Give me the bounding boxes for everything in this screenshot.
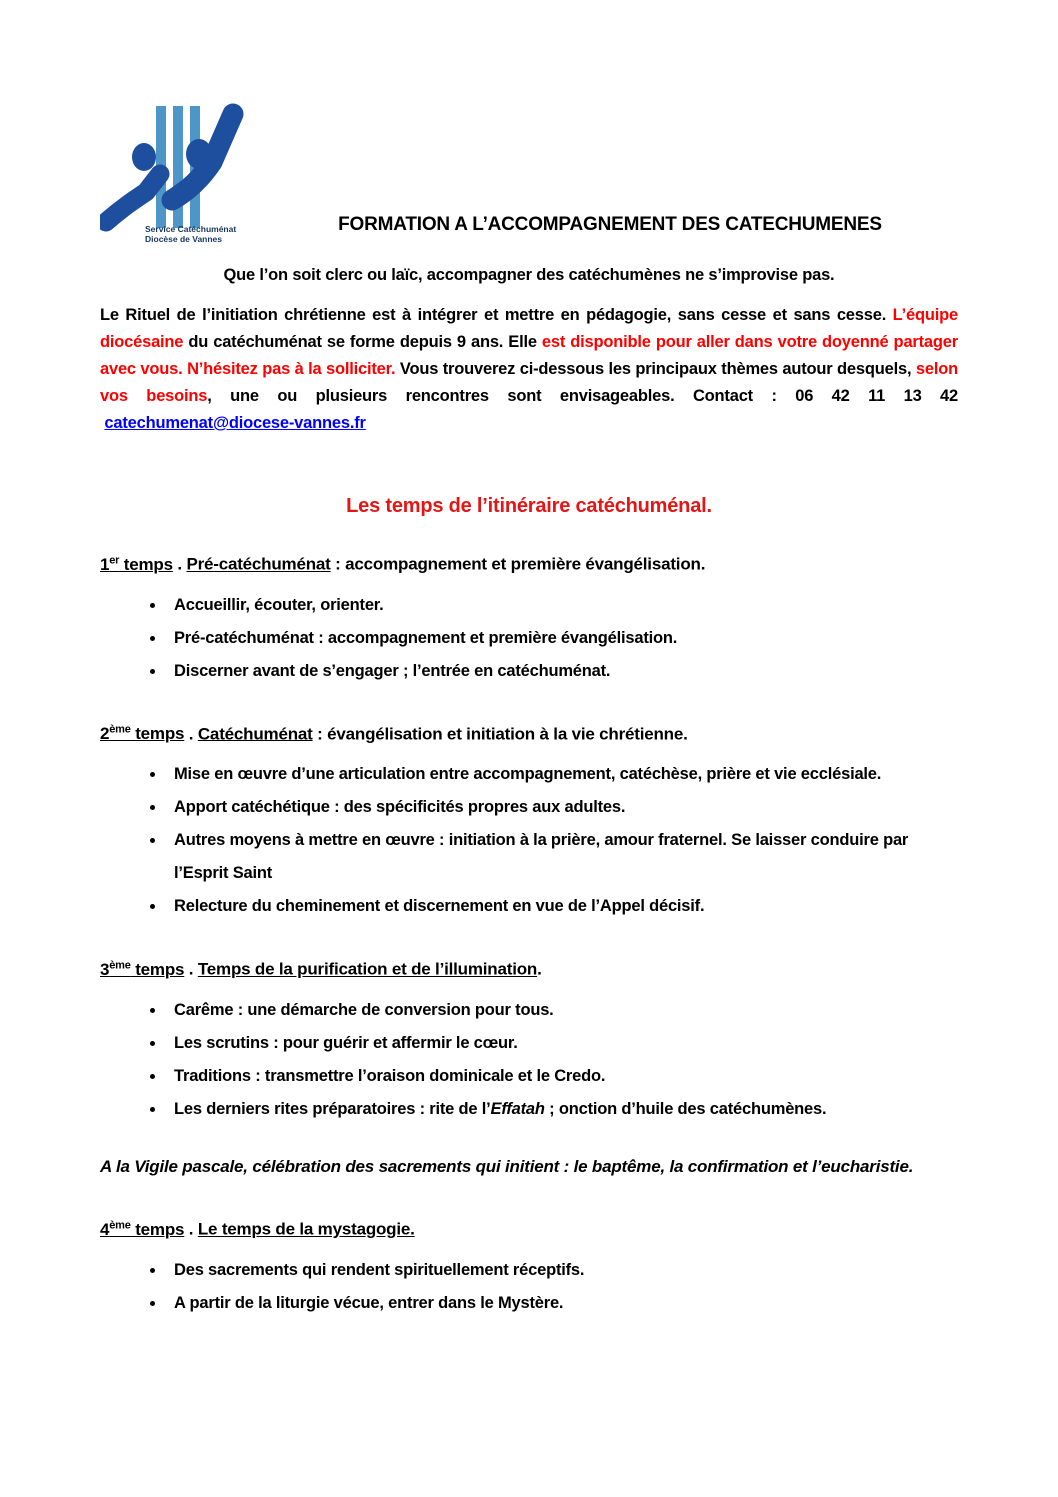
section-title: Temps de la purification et de l’illumination bbox=[197, 959, 538, 979]
section-title-rest: : accompagnement et première évangélisation. bbox=[330, 554, 706, 574]
list-item-text: ; onction d’huile des catéchumènes. bbox=[544, 1099, 827, 1118]
intro-text-red: est disponible pour aller dans votre doyenné partager avec vous. N’hésitez pas à la solliciter. bbox=[100, 333, 958, 378]
intro-text-red: selon vos besoins bbox=[100, 360, 959, 405]
intro-paragraph bbox=[100, 302, 958, 437]
section-heading-temps-4 bbox=[100, 1219, 958, 1240]
bullet-list bbox=[100, 758, 958, 923]
list-item-text: Des sacrements qui rendent spirituellement réceptifs. bbox=[174, 1260, 585, 1279]
bullet-list bbox=[100, 589, 958, 688]
section-title: Catéchuménat bbox=[197, 724, 313, 744]
main-section-heading: Les temps de l’itinéraire catéchuménal. bbox=[346, 495, 712, 517]
section-title-rest: : évangélisation et initiation à la vie chrétienne. bbox=[312, 724, 688, 744]
list-item-text: A partir de la liturgie vécue, entrer dans le Mystère. bbox=[174, 1293, 564, 1312]
bullet-list bbox=[100, 994, 958, 1126]
list-item-text: Relecture du cheminement et discernement en vue de l’Appel décisif. bbox=[174, 897, 705, 916]
section-separator: . bbox=[172, 554, 187, 574]
list-item-text: Apport catéchétique : des spécificités propres aux adultes. bbox=[174, 798, 626, 817]
diocese-logo bbox=[100, 98, 250, 248]
section-ordinal: 3ème temps bbox=[100, 959, 185, 979]
list-item bbox=[166, 622, 958, 655]
intro-text: Le Rituel de l’initiation chrétienne est à intégrer et mettre en pédagogie, sans cesse et sans cesse. bbox=[100, 306, 893, 324]
section-ordinal: 2ème temps bbox=[100, 723, 185, 744]
list-item bbox=[166, 589, 958, 622]
document-subtitle: Que l’on soit clerc ou laïc, accompagner des catéchumènes ne s’improvise pas. bbox=[223, 266, 835, 284]
list-item-text-italic: Effatah bbox=[490, 1099, 545, 1118]
section-heading-temps-1 bbox=[100, 554, 958, 575]
email-link[interactable]: catechumenat@diocese-vannes.fr bbox=[104, 414, 366, 432]
logo-caption-line2: Diocèse de Vannes bbox=[145, 234, 223, 244]
section-title: Le temps de la mystagogie. bbox=[197, 1219, 415, 1239]
list-item bbox=[166, 758, 958, 791]
intro-text: Vous trouverez ci-dessous les principaux thèmes autour desquels, bbox=[395, 360, 916, 378]
list-item-text: Accueillir, écouter, orienter. bbox=[174, 595, 384, 614]
section-separator: . bbox=[184, 959, 198, 979]
list-item bbox=[166, 791, 958, 824]
list-item bbox=[166, 1093, 958, 1126]
vigile-pascale-note: A la Vigile pascale, célébration des sacrements qui initient : le baptême, la confirmation et l’eucharistie. bbox=[100, 1156, 914, 1176]
list-item bbox=[166, 1254, 958, 1287]
list-item bbox=[166, 994, 958, 1027]
list-item bbox=[166, 1287, 958, 1320]
intro-text: , une ou plusieurs rencontres sont envisageables. Contact : 06 42 11 13 42 bbox=[100, 387, 958, 432]
section-title: Pré-catéchuménat bbox=[186, 554, 331, 574]
sections-container bbox=[100, 554, 958, 1320]
section-separator: . bbox=[184, 1219, 198, 1239]
list-item-text: Discerner avant de s’engager ; l’entrée en catéchuménat. bbox=[174, 661, 611, 680]
logo-caption-line1: Service Catéchuménat bbox=[145, 224, 237, 234]
list-item bbox=[166, 655, 958, 688]
section-separator: . bbox=[184, 724, 198, 744]
document-title: FORMATION A L’ACCOMPAGNEMENT DES CATECHUMENES bbox=[338, 214, 882, 235]
logo-caption bbox=[145, 224, 236, 244]
list-item-text: Carême : une démarche de conversion pour tous. bbox=[174, 1000, 554, 1019]
list-item-text: Mise en œuvre d’une articulation entre accompagnement, catéchèse, prière et vie ecclésiale. bbox=[174, 765, 882, 784]
intro-text: du catéchuménat se forme depuis 9 ans. Elle bbox=[183, 333, 542, 351]
section-title-rest: . bbox=[537, 959, 542, 979]
intro-text-red: L’équipe diocésaine bbox=[100, 306, 958, 351]
list-item-text: Traditions : transmettre l’oraison dominicale et le Credo. bbox=[174, 1066, 606, 1085]
list-item-text: Pré-catéchuménat : accompagnement et première évangélisation. bbox=[174, 628, 678, 647]
list-item bbox=[166, 1060, 958, 1093]
list-item-text: Les scrutins : pour guérir et affermir le cœur. bbox=[174, 1033, 518, 1052]
section-ordinal: 4ème temps bbox=[100, 1218, 185, 1239]
section-heading-temps-3 bbox=[100, 959, 958, 980]
bullet-list bbox=[100, 1254, 958, 1320]
list-item bbox=[166, 1027, 958, 1060]
list-item-text: Autres moyens à mettre en œuvre : initiation à la prière, amour fraternel. Se laisser conduire par l’Esprit Saint bbox=[174, 831, 909, 883]
list-item-text: Les derniers rites préparatoires : rite de l’ bbox=[174, 1099, 491, 1118]
section-ordinal: 1er temps bbox=[100, 554, 173, 574]
list-item bbox=[166, 824, 958, 890]
section-heading-temps-2 bbox=[100, 724, 958, 745]
list-item bbox=[166, 890, 958, 923]
